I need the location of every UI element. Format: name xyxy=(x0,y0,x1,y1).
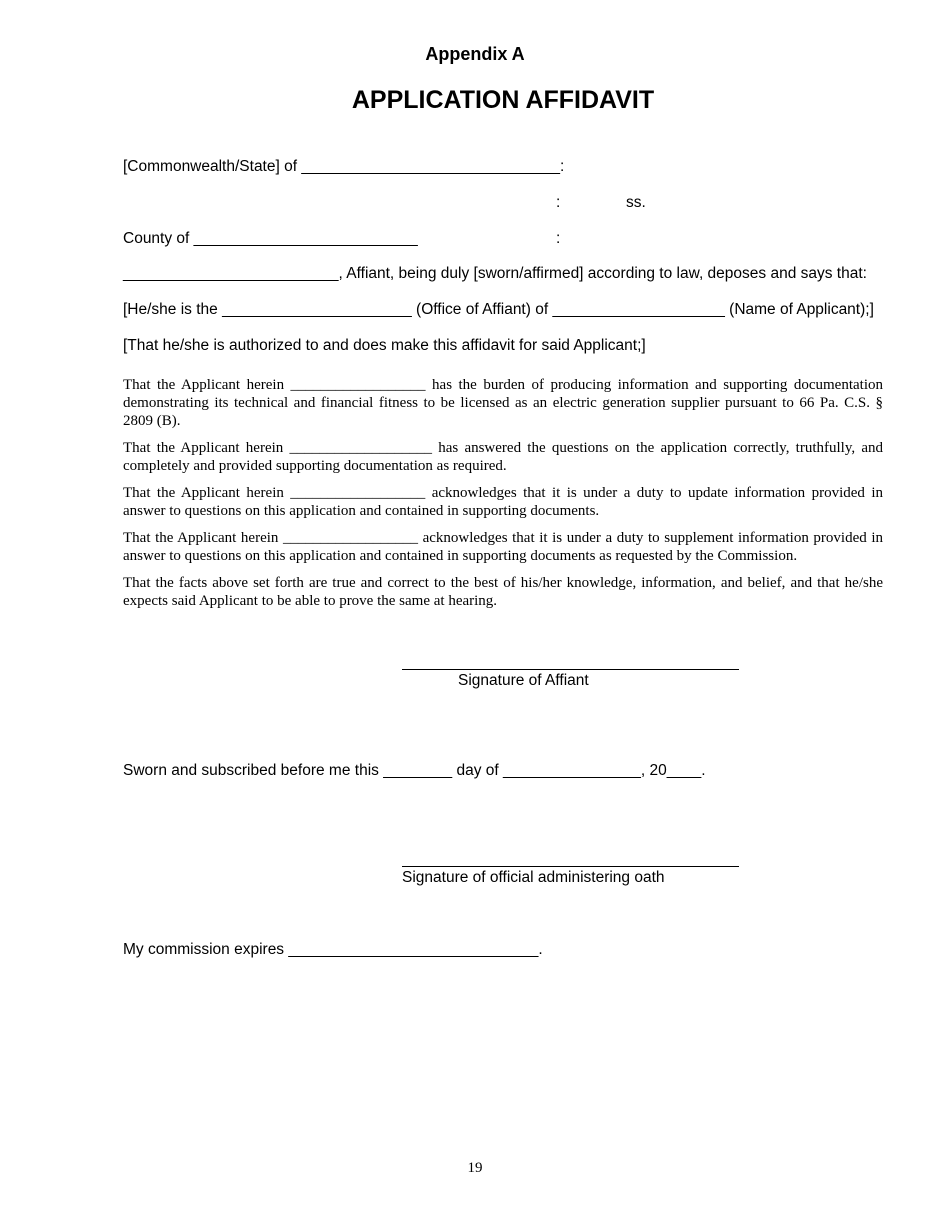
office-of-affiant-line: [He/she is the ______________________ (Office of Affiant) of ____________________ (Name of Applicant);] xyxy=(123,301,874,318)
official-signature-line[interactable] xyxy=(402,866,739,867)
document-title: APPLICATION AFFIDAVIT xyxy=(351,86,655,114)
appendix-heading: Appendix A xyxy=(425,44,525,64)
official-signature-label: Signature of official administering oath xyxy=(402,869,665,886)
page-number: 19 xyxy=(467,1160,483,1176)
state-line: [Commonwealth/State] of ______________________________ xyxy=(123,158,560,175)
colon-3: : xyxy=(556,230,561,247)
paragraph-answered: That the Applicant herein ___________________ has answered the questions on the application correctly, truthfully, and completely and provided supporting documentation as required. xyxy=(123,440,883,474)
ss-mark: ss. xyxy=(626,194,646,211)
affiant-signature-label: Signature of Affiant xyxy=(458,672,589,689)
paragraph-facts-true: That the facts above set forth are true and correct to the best of his/her knowledge, information, and belief, and that he/she expects said Applicant to be able to prove the same at hearing. xyxy=(123,575,883,609)
colon-2: : xyxy=(556,194,561,211)
paragraph-burden: That the Applicant herein __________________ has the burden of producing information and supporting documentation demonstrating its technical and financial fitness to be licensed as an electric generation supplier pursuant to 66 Pa. C.S. § 2809 (B). xyxy=(123,377,883,429)
commission-expires-line: My commission expires _____________________________. xyxy=(123,941,543,958)
sworn-subscribed-line: Sworn and subscribed before me this ________ day of ________________, 20____. xyxy=(123,762,706,779)
authorization-line: [That he/she is authorized to and does make this affidavit for said Applicant;] xyxy=(123,337,646,354)
affiant-signature-line[interactable] xyxy=(402,669,739,670)
county-line: County of __________________________ xyxy=(123,230,418,247)
paragraph-update-duty: That the Applicant herein __________________ acknowledges that it is under a duty to update information provided in answer to questions on this application and contained in supporting documents. xyxy=(123,485,883,519)
paragraph-supplement-duty: That the Applicant herein __________________ acknowledges that it is under a duty to supplement information provided in answer to questions on this application and contained in supporting documents as requested by the Commission. xyxy=(123,530,883,564)
affiant-statement: _________________________, Affiant, being duly [sworn/affirmed] according to law, deposes and says that: xyxy=(123,265,867,282)
colon-1: : xyxy=(560,158,565,175)
